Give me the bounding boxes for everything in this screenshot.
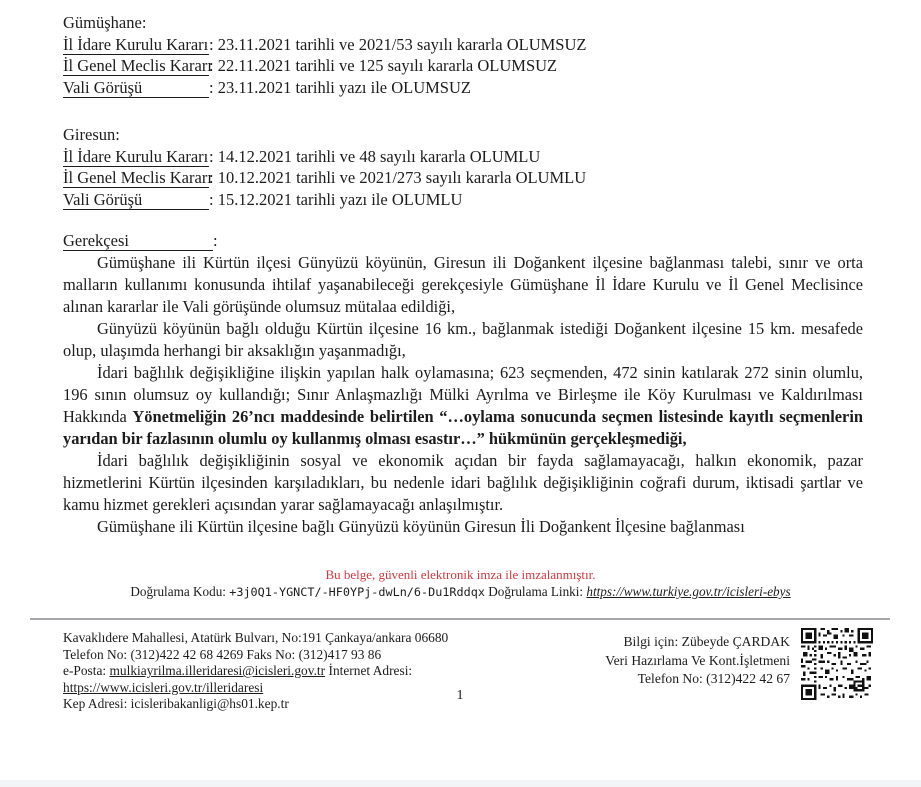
decision-row <box>63 189 863 211</box>
paragraph-referendum <box>63 362 863 450</box>
paragraph-referendum-normal: İdari bağlılık değişikliğine ilişkin yapılan halk oylamasına; 623 seçmenden, 472 sinin katılarak 272 sinin olumlu, 196 sının olumsuz oy kullandığı; Sınır Anlaşmazlığı Mülki Ayrılma ve Birleşme ile Köy Kurulması ve Kaldırılması Hakkında <box>63 363 863 426</box>
decision-row-label: Vali Görüşü <box>63 191 209 210</box>
decision-row-label: İl Genel Meclis Kararı <box>63 168 212 187</box>
paragraph-conclusion: İdari bağlılık değişikliğinin sosyal ve ekonomik açıdan bir fayda sağlamayacağı, halkın ekonomik, pazar hizmetlerini Kürtün ilçesinden karşıladıkları, bu nedenle idari bağlılık değişikliğinin coğrafi durum, iktisadi şartlar ve kamu hizmet gerekleri açısından yarar sağlamayacağı anlaşılmıştır. <box>63 451 863 514</box>
verification-code-label: Doğrulama Kodu: <box>130 584 226 599</box>
decision-row <box>63 146 863 168</box>
rationale-heading-label: Gerekçesi <box>63 232 213 251</box>
officer-title: Veri Hazırlama Ve Kont.İşletmeni <box>605 652 790 668</box>
page-bottom-edge <box>0 780 921 787</box>
decision-row-value: : 15.12.2021 tarihli yazı ile OLUMLU <box>209 189 463 209</box>
verification-link[interactable]: https://www.turkiye.gov.tr/icisleri-ebys <box>586 584 791 599</box>
verification-line <box>0 583 921 601</box>
decision-row <box>63 55 863 77</box>
footer-website-link[interactable]: https://www.icisleri.gov.tr/illeridaresi <box>63 679 264 695</box>
footer-email-link[interactable]: mulkiayrilma.illeridaresi@icisleri.gov.tr <box>109 663 326 679</box>
document-body <box>63 12 863 538</box>
officer-phone: Telefon No: (312)422 42 67 <box>637 671 790 686</box>
qr-code-icon <box>801 626 873 702</box>
footer-kep-address: Kep Adresi: icisleribakanligi@hs01.kep.tr <box>63 696 289 712</box>
page-number: 1 <box>456 688 464 703</box>
paragraph-final: Gümüşhane ili Kürtün ilçesine bağlı Günyüzü köyünün Giresun İli Doğankent İlçesine bağlanması <box>97 517 745 536</box>
officer-name: Bilgi için: Zübeyde ÇARDAK <box>623 634 790 649</box>
decision-row-value: : 14.12.2021 tarihli ve 48 sayılı kararla OLUMLU <box>209 146 541 166</box>
decision-row-value: : 23.11.2021 tarihli yazı ile OLUMSUZ <box>209 77 471 97</box>
province-heading: Giresun: <box>63 125 120 144</box>
footer-email-label: e-Posta: <box>63 663 107 679</box>
province-heading: Gümüşhane: <box>63 13 147 32</box>
paragraph-distance: Günyüzü köyünün bağlı olduğu Kürtün ilçesine 16 km., bağlanmak istediği Doğankent ilçesine 15 km. mesafede olup, ulaşımda herhangi bir aksaklığın yaşanmadığı, <box>63 319 863 360</box>
footer-internet-label: İnternet Adresi: <box>328 663 413 679</box>
decision-row <box>63 77 863 99</box>
decision-block-giresun <box>63 124 863 210</box>
footer-email-line <box>63 663 513 680</box>
decision-row-value: : 22.11.2021 tarihli ve 125 sayılı kararla OLUMSUZ <box>209 56 558 75</box>
decision-row-label: İl İdare Kurulu Kararı <box>63 146 209 166</box>
decision-block-gumushane <box>63 12 863 98</box>
decision-row-label: Vali Görüşü <box>63 79 209 98</box>
rationale-heading <box>63 230 863 252</box>
footer-phone-fax: Telefon No: (312)422 42 68 4269 Faks No: (312)417 93 86 <box>63 646 382 662</box>
decision-row-label: İl Genel Meclis Kararı <box>63 56 212 75</box>
decision-row <box>63 34 863 56</box>
footer-separator-line <box>30 618 890 620</box>
e-signature-notice: Bu belge, güvenli elektronik imza ile imzalanmıştır. <box>325 567 596 582</box>
verification-code: +3j0Q1-YGNCT/-HF0YPj-dwLn/6-Du1Rddqx <box>229 585 485 599</box>
decision-row-value: : 10.12.2021 tarihli ve 2021/273 sayılı kararla OLUMLU <box>209 168 587 187</box>
rationale-text <box>63 252 863 538</box>
decision-row-value: : 23.11.2021 tarihli ve 2021/53 sayılı kararla OLUMSUZ <box>209 34 587 54</box>
footer-officer-info <box>510 633 790 689</box>
decision-row <box>63 167 863 189</box>
decision-row-label: İl İdare Kurulu Kararı <box>63 34 209 54</box>
rationale-heading-colon: : <box>213 231 218 250</box>
paragraph-request-refused: Gümüşhane ili Kürtün ilçesi Günyüzü köyünün, Giresun ili Doğankent ilçesine bağlanması talebi, sınır ve orta malların kullanımı konusunda ihtilaf yaşanabileceği gerekçesiyle Gümüşhane İl İdare Kurulu ve İl Genel Meclisince alınan kararlar ile Vali görüşünde olumsuz mütalaa edildiği, <box>63 253 863 316</box>
paragraph-referendum-bold: Yönetmeliğin 26’ncı maddesinde belirtilen “…oylama sonucunda seçmen listesinde kayıtlı seçmenlerin yarıdan bir fazlasının olumlu oy kullanmış olması esastır…” hükmünün gerçekleşmediği, <box>63 407 863 448</box>
footer-address: Kavaklıdere Mahallesi, Atatürk Bulvarı, No:191 Çankaya/ankara 06680 <box>63 630 449 645</box>
e-signature-block <box>0 566 921 601</box>
verification-link-label: Doğrulama Linki: <box>488 584 584 599</box>
